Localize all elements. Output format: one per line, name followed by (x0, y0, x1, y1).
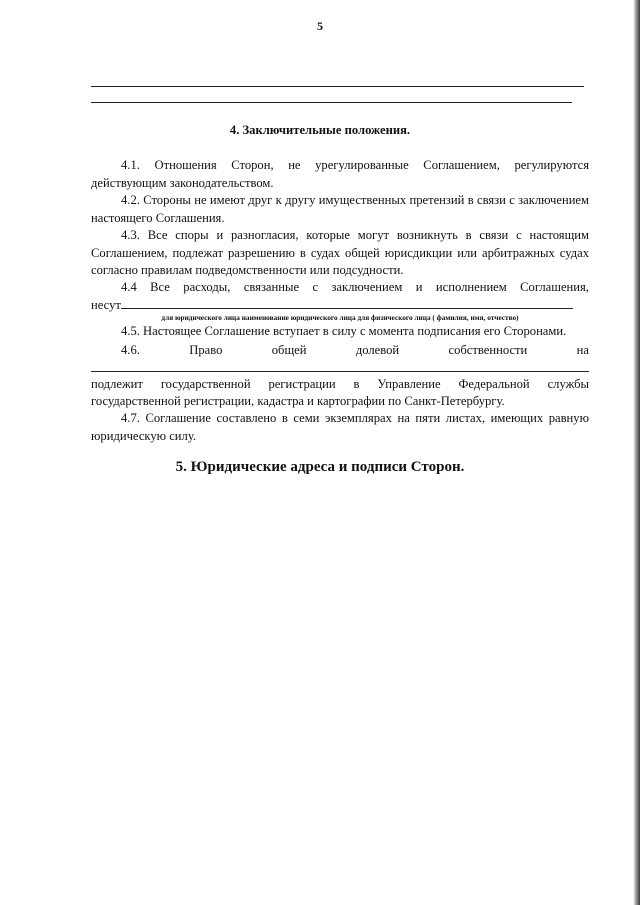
clause-4-6-word: общей (271, 343, 307, 357)
clause-4-6-word: собственности (448, 343, 528, 357)
page-number: 5 (317, 19, 323, 33)
fill-in-blank-property (91, 371, 589, 372)
clause-4-1: 4.1. Отношения Сторон, не урегулированные Соглашением, регулируются действующим законодательством. (91, 158, 589, 190)
clause-4-4-word: Соглашения, (520, 280, 589, 294)
clause-4-3: 4.3. Все споры и разногласия, которые могут возникнуть в связи с настоящим Соглашением, подлежат разрешению в судах общей юрисдикции или арбитражных судах согласно правилам подведомственности или подсудности. (91, 228, 589, 277)
section-4-title: 4. Заключительные положения. (229, 123, 411, 137)
clause-4-6-line-1 (91, 342, 589, 360)
clause-4-7: 4.7. Соглашение составлено в семи экземплярах на пяти листах, имеющих равную юридическую силу. (91, 411, 589, 443)
clause-4-4-word: исполнением (435, 280, 507, 294)
clause-4-6-line-3: государственной регистрации, кадастра и картографии по Санкт-Петербургу. (91, 394, 505, 408)
clause-4-4-word: с (312, 280, 319, 294)
clause-4-6-word: долевой (355, 343, 400, 357)
clause-4-4-line-1 (91, 279, 589, 297)
clause-4-6-word: Право (189, 343, 223, 357)
clause-4-4-word: связанные (243, 280, 300, 294)
clause-4-4-caption: для юридического лица наименование юридического лица для физического лица ( фамилия, имя, отчество) (161, 313, 519, 322)
clause-4-6-word: регистрации (268, 377, 336, 391)
clause-4-6-word: в (353, 377, 360, 391)
clause-4-4-word: и (415, 280, 423, 294)
blank-line-top-2 (91, 102, 572, 103)
clause-4-6-word: на (576, 343, 589, 357)
section-5-title: 5. Юридические адреса и подписи Сторон. (175, 459, 465, 475)
blank-line-top-1 (91, 86, 584, 87)
clause-4-6-word: 4.6. (121, 343, 140, 357)
clause-4-4-line-2 (91, 296, 589, 315)
clause-4-4-word: 4.4 (121, 280, 137, 294)
clause-4-6-word: службы (547, 377, 589, 391)
clause-4-6-word: Федеральной (458, 377, 530, 391)
clause-4-6-word: государственной (160, 377, 251, 391)
fill-in-blank-payer (121, 296, 573, 309)
clause-4-5: 4.5. Настоящее Соглашение вступает в силу с момента подписания его Сторонами. (121, 324, 567, 338)
clause-4-6-word: подлежит (91, 377, 143, 391)
clause-4-4-word: заключением (331, 280, 403, 294)
clause-4-4-word: расходы, (183, 280, 231, 294)
clause-4-4-continuation: несут (91, 298, 121, 312)
clause-4-4-word: Все (150, 280, 170, 294)
clause-4-6-word: Управление (377, 377, 441, 391)
clause-4-6-line-2 (91, 376, 589, 394)
clause-4-2: 4.2. Стороны не имеют друг к другу имущественных претензий в связи с заключением настоящего Соглашения. (91, 193, 589, 225)
